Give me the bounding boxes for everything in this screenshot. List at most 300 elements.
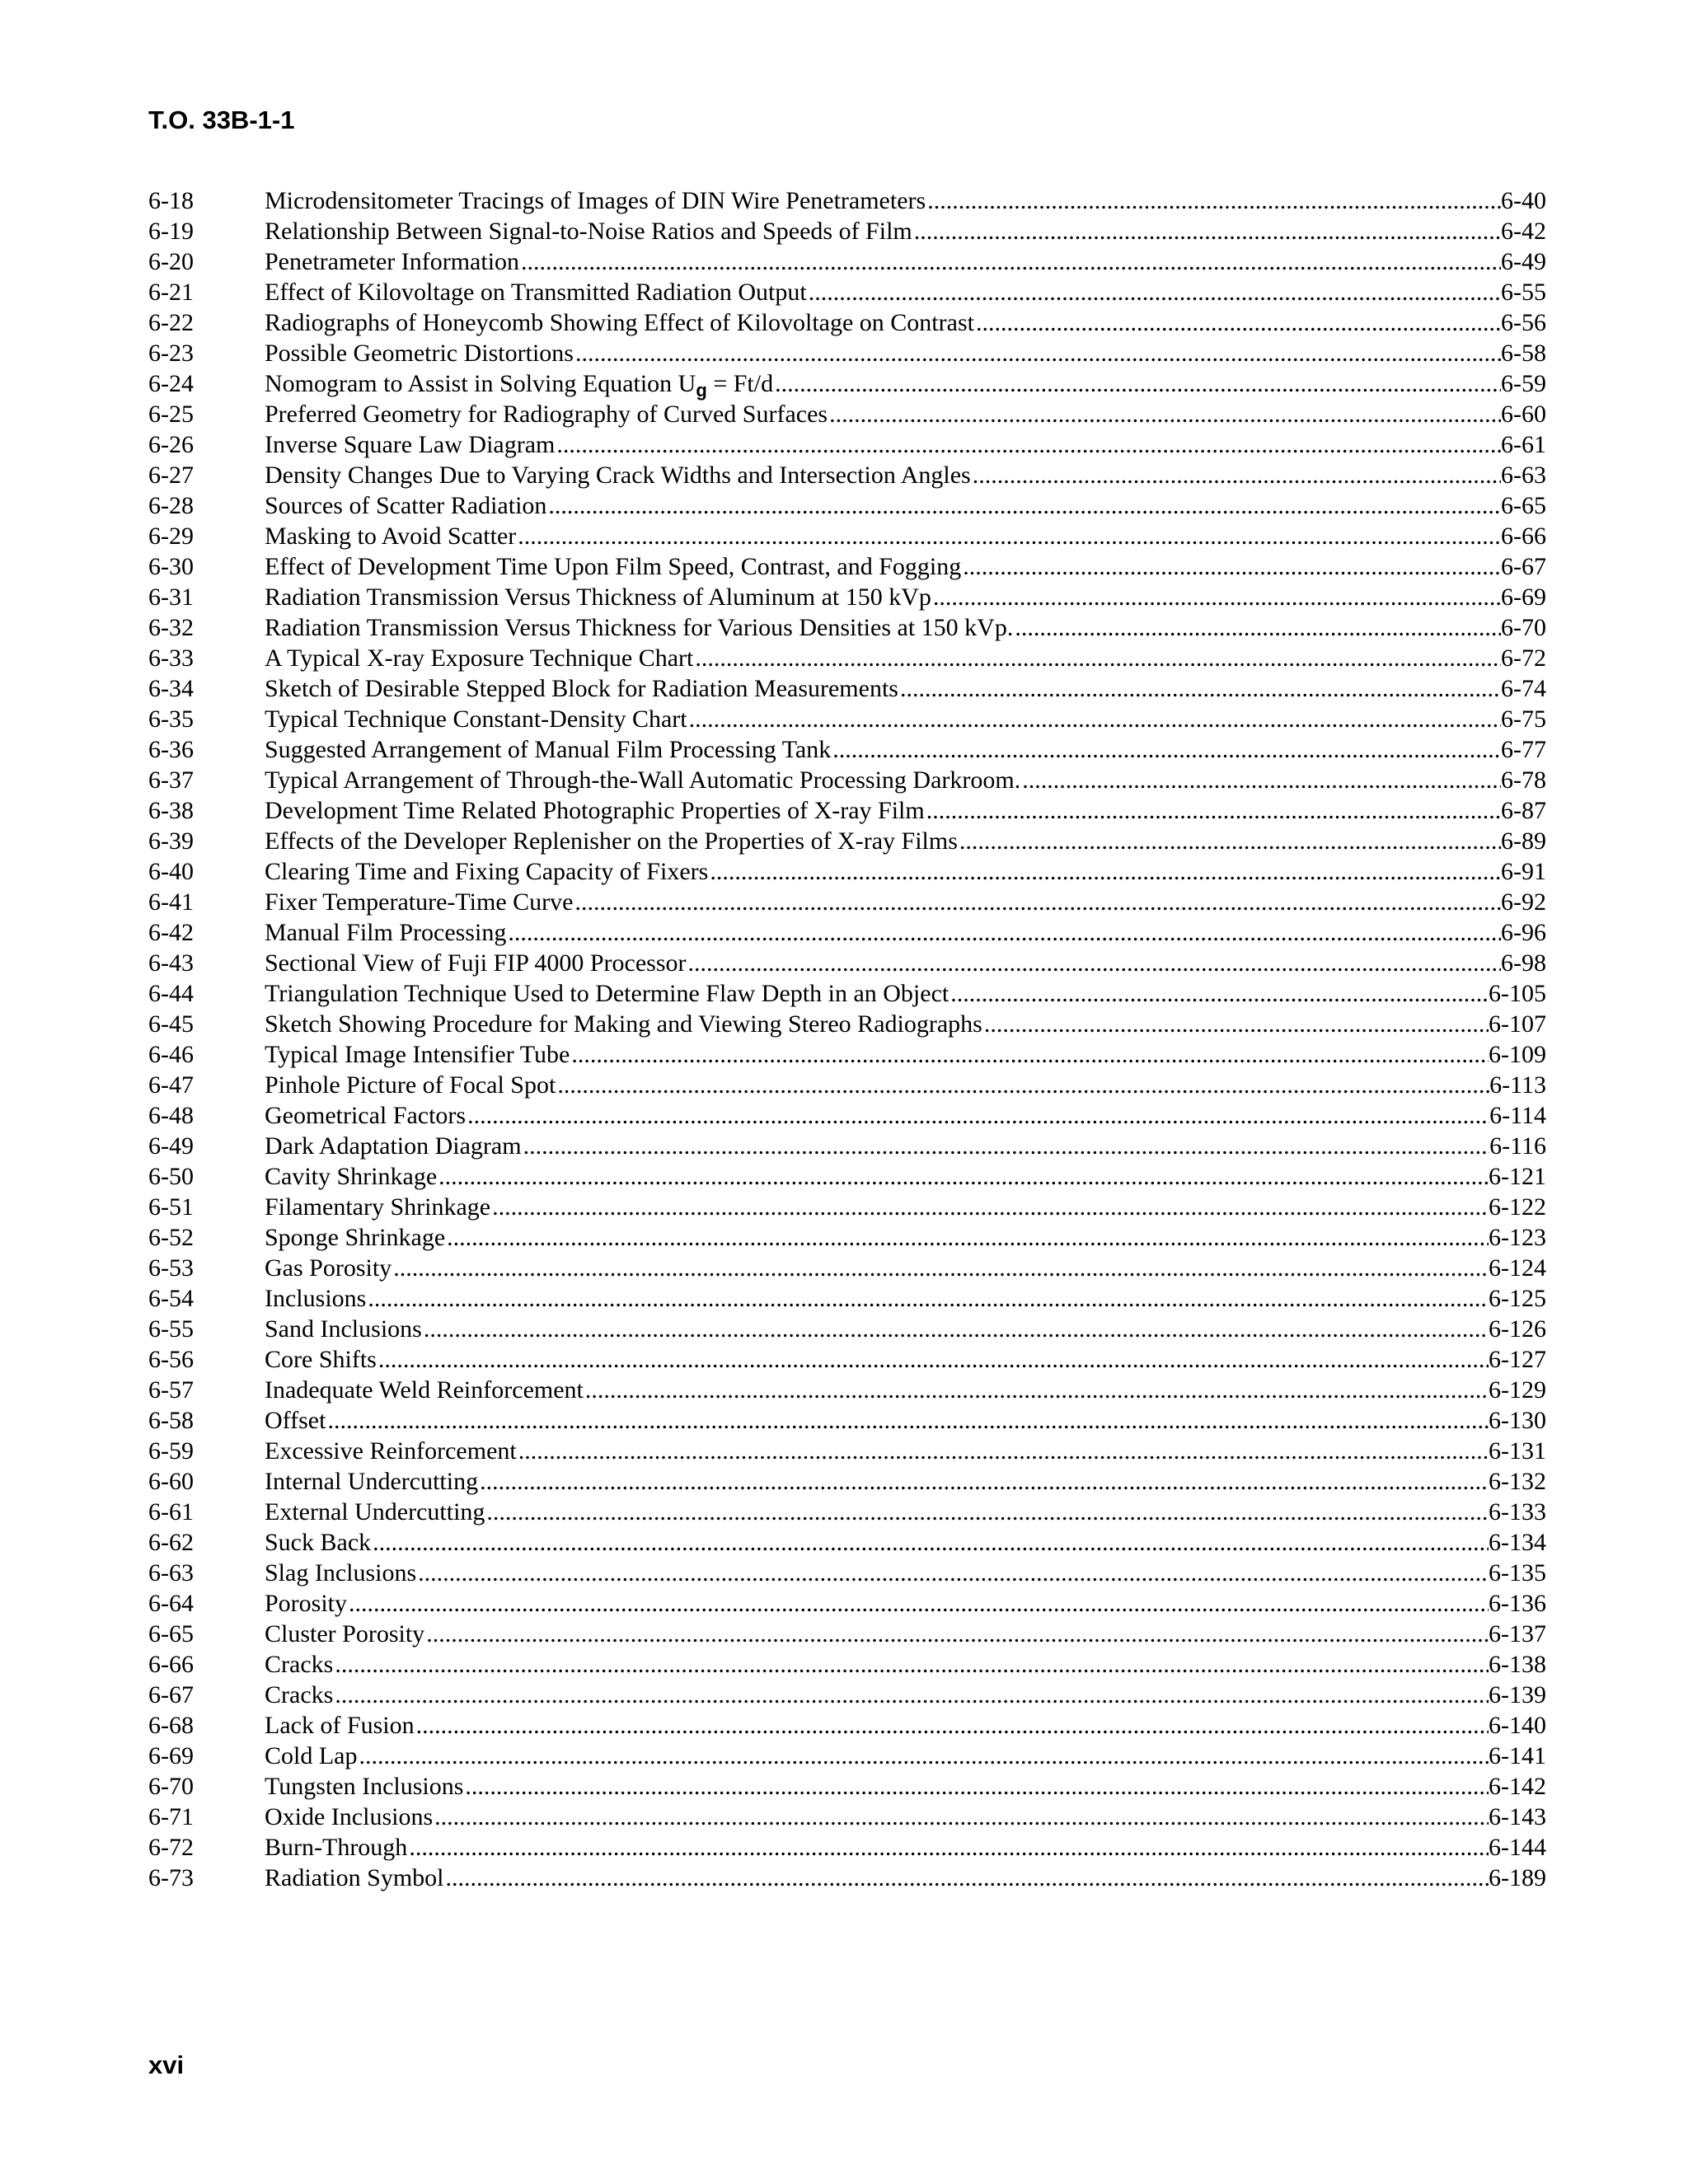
toc-entry: [148, 1192, 1546, 1222]
figure-number: 6-66: [148, 1651, 194, 1678]
figure-title-text: Clearing Time and Fixing Capacity of Fixers: [265, 858, 709, 885]
dot-leader: [708, 856, 1501, 887]
page-reference: 6-134: [1489, 1529, 1546, 1556]
document-id-header: T.O. 33B-1-1: [148, 105, 295, 134]
figure-title: [265, 1405, 326, 1436]
figure-title-text: Slag Inclusions: [265, 1559, 417, 1586]
figure-title: [265, 948, 687, 978]
figure-number: 6-65: [148, 1620, 194, 1647]
figure-number: 6-52: [148, 1224, 194, 1251]
page-reference: 6-189: [1489, 1864, 1546, 1891]
figure-number: 6-58: [148, 1407, 194, 1434]
figure-title-text: Radiographs of Honeycomb Showing Effect of Kilovoltage on Contrast: [265, 309, 974, 336]
figure-title-text: Gas Porosity: [265, 1254, 392, 1282]
toc-entry: [148, 1009, 1546, 1039]
figure-title-text: Development Time Related Photographic Properties of X-ray Film: [265, 797, 925, 824]
figure-number: 6-45: [148, 1010, 194, 1038]
dot-leader: [424, 1619, 1489, 1649]
page-reference: 6-66: [1501, 523, 1546, 550]
figure-title: [265, 1253, 392, 1283]
toc-entry: [148, 1131, 1546, 1161]
toc-entry: [148, 734, 1546, 765]
figure-title-text: Microdensitometer Tracings of Images of DIN Wire Penetrameters: [265, 187, 926, 214]
figure-title: [265, 1466, 478, 1497]
page-reference: 6-89: [1501, 827, 1546, 855]
page-reference: 6-75: [1501, 705, 1546, 733]
toc-entry: [148, 978, 1546, 1009]
figure-title-text: Internal Undercutting: [265, 1468, 479, 1495]
figure-title: [265, 1009, 982, 1039]
dot-leader: [958, 826, 1501, 856]
dot-leader: [416, 1558, 1489, 1588]
figure-number: 6-41: [148, 888, 194, 916]
figure-number: 6-32: [148, 614, 194, 641]
dot-leader: [1013, 612, 1501, 643]
toc-entry: [148, 856, 1546, 887]
figure-title-text: Filamentary Shrinkage: [265, 1193, 491, 1221]
page-reference: 6-61: [1501, 431, 1546, 458]
figure-title: [265, 1863, 444, 1893]
dot-leader: [949, 978, 1489, 1009]
figure-number: 6-23: [148, 340, 194, 367]
figure-title: [265, 429, 555, 460]
figure-title: [265, 704, 687, 734]
figure-title-text: Cavity Shrinkage: [265, 1163, 438, 1190]
dot-leader: [358, 1741, 1489, 1771]
figure-title: [265, 1283, 366, 1314]
figure-title-text: Penetrameter Information: [265, 248, 520, 275]
figure-number: 6-55: [148, 1315, 194, 1343]
dot-leader: [926, 185, 1501, 216]
page-reference: 6-122: [1489, 1193, 1546, 1221]
dot-leader: [466, 1100, 1489, 1131]
figure-number: 6-62: [148, 1529, 194, 1556]
figure-number: 6-51: [148, 1193, 194, 1221]
toc-entry: [148, 582, 1546, 612]
figure-title: [265, 887, 574, 917]
toc-entry: [148, 1375, 1546, 1405]
figure-number: 6-34: [148, 675, 194, 702]
toc-entry: [148, 765, 1546, 795]
toc-entry: [148, 1802, 1546, 1832]
figure-number: 6-70: [148, 1773, 194, 1800]
page-reference: 6-72: [1501, 644, 1546, 672]
figure-number: 6-56: [148, 1346, 194, 1373]
figure-title-text: Suggested Arrangement of Manual Film Processing Tank: [265, 736, 832, 763]
figure-title-text: Porosity: [265, 1590, 348, 1617]
figure-number: 6-27: [148, 462, 194, 489]
figure-title-text: Effects of the Developer Replenisher on the Properties of X-ray Films: [265, 827, 958, 855]
dot-leader: [555, 429, 1501, 460]
figure-number: 6-53: [148, 1254, 194, 1282]
dot-leader: [422, 1314, 1489, 1344]
dot-leader: [912, 216, 1501, 246]
figure-title: [265, 1497, 485, 1527]
figure-title-text: Dark Adaptation Diagram: [265, 1132, 522, 1160]
dot-leader: [687, 704, 1501, 734]
page-reference: 6-138: [1489, 1651, 1546, 1678]
page-reference: 6-40: [1501, 187, 1546, 214]
figure-title: [265, 1619, 424, 1649]
dot-leader: [347, 1588, 1489, 1619]
toc-entry: [148, 338, 1546, 368]
figure-number: 6-63: [148, 1559, 194, 1586]
toc-entry: [148, 1253, 1546, 1283]
page-reference: 6-107: [1489, 1010, 1546, 1038]
dot-leader: [522, 1131, 1490, 1161]
figure-number: 6-47: [148, 1071, 194, 1099]
dot-leader: [546, 490, 1501, 521]
page-reference: 6-59: [1501, 370, 1546, 397]
figure-title-text: Effect of Development Time Upon Film Speed, Contrast, and Fogging: [265, 553, 962, 580]
figure-title-text: Inclusions: [265, 1285, 367, 1312]
figure-title: [265, 826, 958, 856]
page-reference: 6-69: [1501, 583, 1546, 611]
page-reference: 6-63: [1501, 462, 1546, 489]
figure-title-text: Manual Film Processing: [265, 919, 507, 946]
figure-title: [265, 399, 828, 429]
figure-title-text: Radiation Transmission Versus Thickness for Various Densities at 150 kVp.: [265, 614, 1014, 641]
page-reference: 6-131: [1489, 1437, 1546, 1465]
figure-number: 6-31: [148, 583, 194, 611]
figure-title-text: Fixer Temperature-Time Curve: [265, 888, 574, 916]
figure-title: [265, 1527, 371, 1558]
toc-entry: [148, 246, 1546, 277]
dot-leader: [392, 1253, 1489, 1283]
toc-entry: [148, 1832, 1546, 1863]
figure-title-text: Core Shifts: [265, 1346, 377, 1373]
figure-title-text: Effect of Kilovoltage on Transmitted Radiation Output: [265, 279, 807, 306]
figure-title: [265, 1832, 407, 1863]
figure-number: 6-37: [148, 766, 194, 794]
toc-entry: [148, 1558, 1546, 1588]
figure-title: [265, 1649, 333, 1680]
toc-entry: [148, 399, 1546, 429]
toc-entry: [148, 368, 1546, 399]
figure-title-text: Cold Lap: [265, 1742, 358, 1769]
figure-title-text: A Typical X-ray Exposure Technique Chart: [265, 644, 694, 672]
dot-leader: [433, 1802, 1489, 1832]
toc-entry: [148, 1222, 1546, 1253]
page-reference: 6-126: [1489, 1315, 1546, 1343]
toc-entry: [148, 704, 1546, 734]
dot-leader: [574, 338, 1501, 368]
dot-leader: [961, 551, 1501, 582]
figure-title-subscript: g: [696, 380, 707, 401]
dot-leader: [463, 1771, 1489, 1802]
figure-title-text: Sectional View of Fuji FIP 4000 Processor: [265, 949, 687, 977]
figure-title-text: Excessive Reinforcement: [265, 1437, 517, 1465]
figure-title-text: Suck Back: [265, 1529, 372, 1556]
dot-leader: [982, 1009, 1489, 1039]
toc-entry: [148, 1588, 1546, 1619]
page-reference: 6-129: [1489, 1376, 1546, 1404]
toc-entry: [148, 1436, 1546, 1466]
figure-title: [265, 1344, 377, 1375]
figure-number: 6-18: [148, 187, 194, 214]
toc-entry: [148, 1314, 1546, 1344]
dot-leader: [584, 1375, 1489, 1405]
figure-title: [265, 1375, 584, 1405]
figure-title-text: Typical Arrangement of Through-the-Wall Automatic Processing Darkroom.: [265, 766, 1021, 794]
toc-entry: [148, 1497, 1546, 1527]
dot-leader: [570, 1039, 1489, 1070]
figure-title-text: Cracks: [265, 1651, 334, 1678]
figure-title: [265, 765, 1020, 795]
figure-title-text: Inadequate Weld Reinforcement: [265, 1376, 584, 1404]
page-reference: 6-55: [1501, 279, 1546, 306]
figure-title: [265, 856, 708, 887]
page-reference: 6-124: [1489, 1254, 1546, 1282]
toc-entry: [148, 1741, 1546, 1771]
page-reference: 6-113: [1489, 1071, 1546, 1099]
toc-entry: [148, 185, 1546, 216]
figure-number: 6-46: [148, 1041, 194, 1068]
toc-entry: [148, 917, 1546, 948]
dot-leader: [445, 1222, 1489, 1253]
figure-number: 6-26: [148, 431, 194, 458]
dot-leader: [971, 460, 1501, 490]
figure-number: 6-44: [148, 980, 194, 1007]
figure-title-text: Possible Geometric Distortions: [265, 340, 574, 367]
figure-title: [265, 338, 574, 368]
figure-number: 6-69: [148, 1742, 194, 1769]
page-reference: 6-70: [1501, 614, 1546, 641]
figure-title: [265, 1039, 570, 1070]
page-reference: 6-121: [1489, 1163, 1546, 1190]
figure-title-text: Offset: [265, 1407, 326, 1434]
dot-leader: [925, 795, 1501, 826]
figure-title: [265, 521, 516, 551]
figure-title-text-after: = Ft/d: [706, 370, 774, 397]
dot-leader: [407, 1832, 1489, 1863]
page-reference: 6-91: [1501, 858, 1546, 885]
figure-title: [265, 1680, 333, 1710]
toc-entry: [148, 1466, 1546, 1497]
figure-number: 6-64: [148, 1590, 194, 1617]
figure-title: [265, 1558, 416, 1588]
figure-title-text: Triangulation Technique Used to Determine Flaw Depth in an Object: [265, 980, 950, 1007]
figure-title: [265, 1588, 347, 1619]
dot-leader: [517, 1436, 1489, 1466]
figure-number: 6-35: [148, 705, 194, 733]
dot-leader: [326, 1405, 1489, 1436]
figure-title: [265, 1314, 422, 1344]
page-reference: 6-114: [1489, 1102, 1546, 1129]
dot-leader: [574, 887, 1502, 917]
page-reference: 6-144: [1489, 1834, 1546, 1861]
figure-number: 6-29: [148, 523, 194, 550]
figure-number: 6-72: [148, 1834, 194, 1861]
figure-title: [265, 795, 925, 826]
toc-entry: [148, 1070, 1546, 1100]
toc-entry: [148, 460, 1546, 490]
toc-entry: [148, 1863, 1546, 1893]
figure-title-text: Sketch of Desirable Stepped Block for Radiation Measurements: [265, 675, 898, 702]
dot-leader: [773, 368, 1501, 399]
figure-number: 6-36: [148, 736, 194, 763]
page-reference: 6-116: [1489, 1132, 1546, 1160]
page-reference: 6-98: [1501, 949, 1546, 977]
dot-leader: [506, 917, 1501, 948]
figure-title: [265, 1131, 522, 1161]
figure-number: 6-28: [148, 492, 194, 519]
figure-title-text: Lack of Fusion: [265, 1712, 415, 1739]
figure-number: 6-61: [148, 1498, 194, 1526]
figure-number: 6-67: [148, 1681, 194, 1708]
page-reference: 6-125: [1489, 1285, 1546, 1312]
figure-title-text: Sources of Scatter Radiation: [265, 492, 547, 519]
page-reference: 6-56: [1501, 309, 1546, 336]
figure-number: 6-42: [148, 919, 194, 946]
figure-title-text: Typical Image Intensifier Tube: [265, 1041, 570, 1068]
page-reference: 6-137: [1489, 1620, 1546, 1647]
toc-entry: [148, 948, 1546, 978]
dot-leader: [1020, 765, 1501, 795]
page-reference: 6-96: [1501, 919, 1546, 946]
dot-leader: [693, 643, 1501, 673]
figure-number: 6-20: [148, 248, 194, 275]
figure-title-text: Nomogram to Assist in Solving Equation U: [265, 370, 696, 397]
figure-title: [265, 185, 926, 216]
dot-leader: [516, 521, 1501, 551]
toc-entry: [148, 216, 1546, 246]
figure-title: [265, 1100, 466, 1131]
figure-number: 6-25: [148, 401, 194, 428]
page-reference: 6-92: [1501, 888, 1546, 916]
dot-leader: [828, 399, 1501, 429]
figure-number: 6-24: [148, 370, 194, 397]
figure-number: 6-30: [148, 553, 194, 580]
dot-leader: [556, 1070, 1489, 1100]
figure-title: [265, 551, 961, 582]
toc-entry: [148, 1619, 1546, 1649]
figure-title: [265, 277, 807, 307]
page-reference: 6-109: [1489, 1041, 1546, 1068]
figure-number: 6-38: [148, 797, 194, 824]
figure-number: 6-40: [148, 858, 194, 885]
page-reference: 6-42: [1501, 218, 1546, 245]
figure-title-text: Geometrical Factors: [265, 1102, 467, 1129]
figure-number: 6-57: [148, 1376, 194, 1404]
figure-number: 6-60: [148, 1468, 194, 1495]
figure-title: [265, 734, 831, 765]
page-reference: 6-87: [1501, 797, 1546, 824]
page-reference: 6-78: [1501, 766, 1546, 794]
toc-entry: [148, 490, 1546, 521]
figure-title-text: Cracks: [265, 1681, 334, 1708]
dot-leader: [687, 948, 1501, 978]
figure-title: [265, 1741, 358, 1771]
figure-title: [265, 216, 912, 246]
toc-entry: [148, 1680, 1546, 1710]
toc-entry: [148, 551, 1546, 582]
page-reference: 6-139: [1489, 1681, 1546, 1708]
figure-number: 6-22: [148, 309, 194, 336]
toc-entry: [148, 887, 1546, 917]
dot-leader: [377, 1344, 1489, 1375]
page-reference: 6-135: [1489, 1559, 1546, 1586]
dot-leader: [333, 1649, 1489, 1680]
page-reference: 6-65: [1501, 492, 1546, 519]
dot-leader: [898, 673, 1501, 704]
figure-title-text: Sketch Showing Procedure for Making and Viewing Stereo Radiographs: [265, 1010, 982, 1038]
page-reference: 6-141: [1489, 1742, 1546, 1769]
page-reference: 6-133: [1489, 1498, 1546, 1526]
dot-leader: [974, 307, 1501, 338]
figure-title-text: Typical Technique Constant-Density Chart: [265, 705, 687, 733]
toc-entry: [148, 521, 1546, 551]
toc-entry: [148, 277, 1546, 307]
toc-entry: [148, 795, 1546, 826]
toc-entry: [148, 429, 1546, 460]
toc-entry: [148, 612, 1546, 643]
figure-number: 6-50: [148, 1163, 194, 1190]
toc-entry: [148, 673, 1546, 704]
figure-title-text: Burn-Through: [265, 1834, 408, 1861]
page-reference: 6-140: [1489, 1712, 1546, 1739]
figure-title: [265, 1771, 463, 1802]
figure-title: [265, 673, 898, 704]
toc-entry: [148, 1161, 1546, 1192]
figure-title: [265, 643, 693, 673]
dot-leader: [519, 246, 1501, 277]
toc-entry: [148, 1344, 1546, 1375]
page-reference: 6-132: [1489, 1468, 1546, 1495]
figure-title: [265, 246, 519, 277]
dot-leader: [333, 1680, 1489, 1710]
figure-number: 6-19: [148, 218, 194, 245]
figure-title: [265, 612, 1013, 643]
page-reference: 6-74: [1501, 675, 1546, 702]
page-reference: 6-136: [1489, 1590, 1546, 1617]
figure-title: [265, 1710, 415, 1741]
dot-leader: [490, 1192, 1489, 1222]
page-reference: 6-105: [1489, 980, 1546, 1007]
dot-leader: [485, 1497, 1489, 1527]
dot-leader: [415, 1710, 1489, 1741]
dot-leader: [931, 582, 1501, 612]
figure-number: 6-68: [148, 1712, 194, 1739]
page-reference: 6-49: [1501, 248, 1546, 275]
figure-number: 6-71: [148, 1803, 194, 1830]
figure-title-text: Radiation Transmission Versus Thickness of Aluminum at 150 kVp: [265, 583, 931, 611]
figure-title: [265, 490, 546, 521]
figure-title: [265, 582, 931, 612]
list-of-figures: [148, 185, 1546, 1893]
figure-number: 6-43: [148, 949, 194, 977]
figure-number: 6-48: [148, 1102, 194, 1129]
figure-title-text: Density Changes Due to Varying Crack Widths and Intersection Angles: [265, 462, 971, 489]
figure-title: [265, 1070, 556, 1100]
figure-title-text: Oxide Inclusions: [265, 1803, 434, 1830]
dot-leader: [444, 1863, 1489, 1893]
page-reference: 6-60: [1501, 401, 1546, 428]
figure-title-text: Preferred Geometry for Radiography of Curved Surfaces: [265, 401, 828, 428]
figure-title-text: External Undercutting: [265, 1498, 485, 1526]
toc-entry: [148, 826, 1546, 856]
figure-title-text: Tungsten Inclusions: [265, 1773, 464, 1800]
figure-title-text: Cluster Porosity: [265, 1620, 425, 1647]
toc-entry: [148, 1039, 1546, 1070]
toc-entry: [148, 1527, 1546, 1558]
page-reference: 6-123: [1489, 1224, 1546, 1251]
figure-title-text: Masking to Avoid Scatter: [265, 523, 517, 550]
figure-title: [265, 460, 971, 490]
toc-entry: [148, 1100, 1546, 1131]
dot-leader: [478, 1466, 1489, 1497]
figure-title: [265, 1802, 433, 1832]
